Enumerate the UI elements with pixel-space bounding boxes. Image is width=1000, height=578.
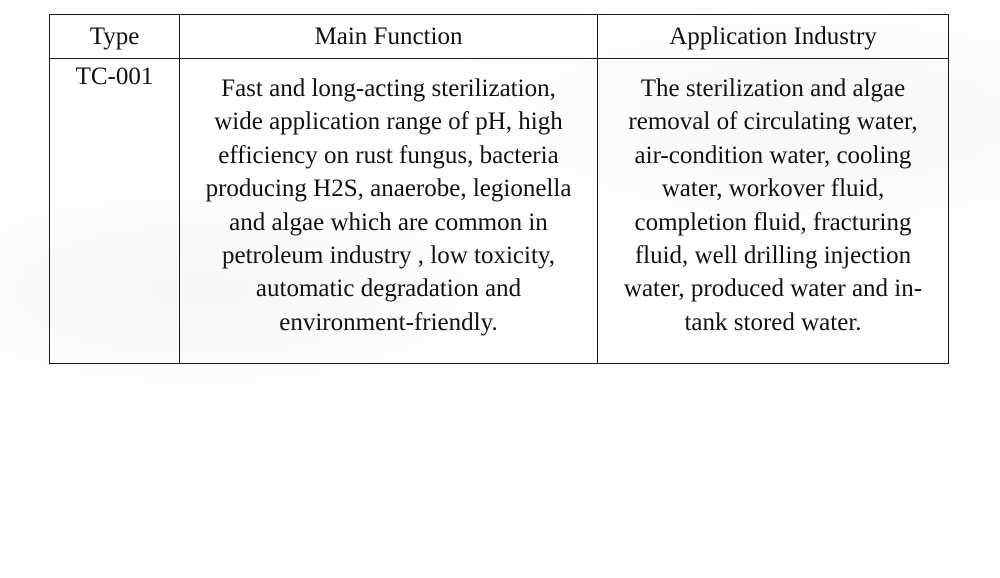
main-function-line: petroleum industry , low toxicity,	[221, 242, 556, 270]
table-row	[50, 59, 949, 364]
main-function-line: wide application range of pH, high	[214, 108, 563, 136]
application-industry-line: The sterilization and algae	[640, 75, 906, 102]
main-function-line: and algae which are common in	[229, 208, 548, 236]
application-industry-line: completion fluid, fracturing	[634, 208, 912, 236]
header-type: Type	[50, 15, 180, 59]
cell-main-function	[180, 59, 598, 364]
application-industry-line: water, workover fluid,	[661, 175, 885, 203]
main-function-line: environment-friendly.	[279, 308, 498, 336]
cell-application-industry	[598, 59, 949, 364]
header-application-industry: Application Industry	[598, 15, 949, 59]
application-industry-line: air-condition water, cooling	[634, 141, 912, 169]
application-industry-line: removal of circulating water,	[628, 108, 918, 136]
application-industry-line: fluid, well drilling injection	[634, 242, 912, 270]
application-industry-line: tank stored water.	[684, 308, 862, 336]
cell-type: TC-001	[50, 59, 180, 364]
header-main-function: Main Function	[180, 15, 598, 59]
main-function-line: producing H2S, anaerobe, legionella	[205, 175, 572, 203]
main-function-line: efficiency on rust fungus, bacteria	[218, 141, 559, 169]
table-header-row	[50, 15, 949, 59]
main-function-line: Fast and long-acting sterilization,	[221, 75, 556, 102]
main-function-line: automatic degradation and	[255, 275, 522, 303]
application-industry-line: water, produced water and in-	[623, 275, 923, 303]
product-spec-table	[49, 14, 949, 364]
